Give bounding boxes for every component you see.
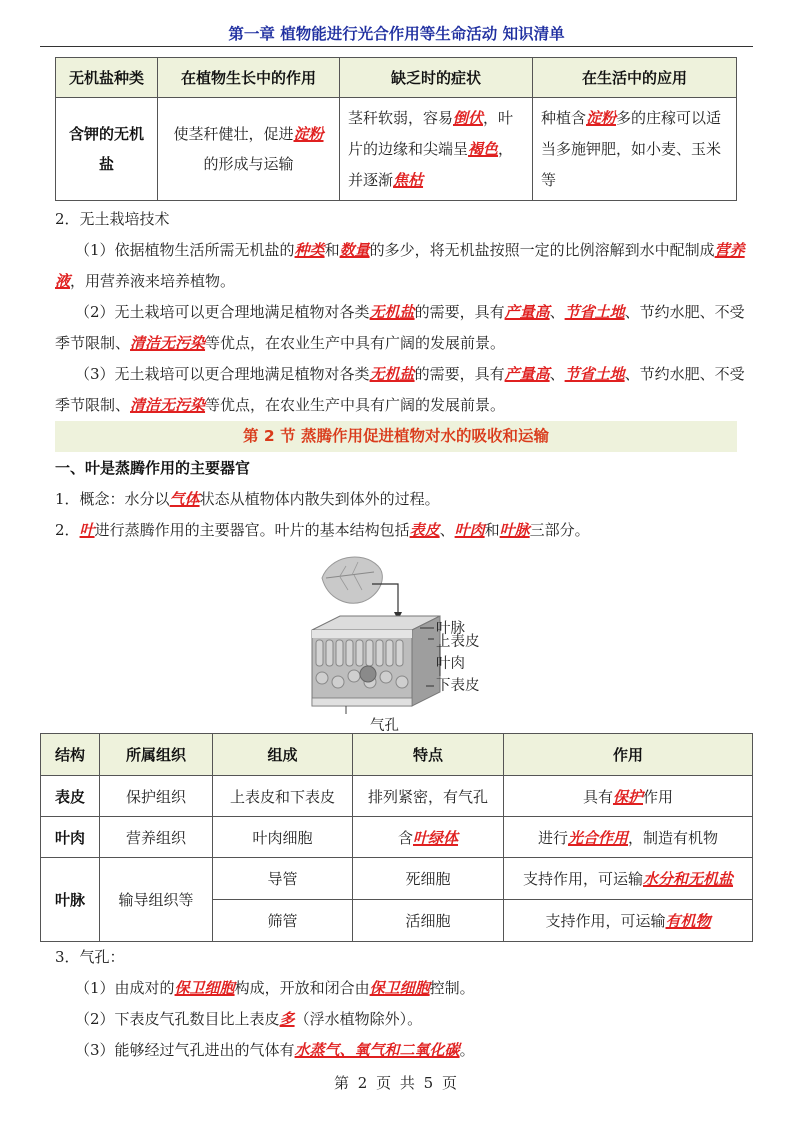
salt-type: 含钾的无机盐 [68,125,144,173]
c2-text-a: 2． [55,521,80,539]
r1-fn-kw: 保护 [612,787,643,806]
p2-kw-1: 无机盐 [369,303,415,321]
p1-kw-1: 种类 [294,241,325,259]
row-vessel-comp: 导管 [213,858,353,900]
r1-fn-a: 具有 [582,787,613,806]
p3-text-e: 等优点，在农业生产中具有广阔的发展前景。 [205,396,506,414]
concept-line [55,484,745,515]
c2-text-c: 、 [439,521,455,539]
s2-kw: 多 [279,1010,295,1028]
sym-text-2: ，叶片的边缘和尖端呈 [348,108,514,158]
s3-text-a: （3）能够经过气孔进出的气体有 [75,1041,295,1059]
row-sieve-comp: 筛管 [213,900,353,942]
row-vein-tissue: 输导组织等 [100,858,213,942]
c2-text-b: 进行蒸腾作用的主要器官。叶片的基本结构包括 [94,521,410,539]
leaf-line [55,515,745,546]
p1-text-c: 的多少，将无机盐按照一定的比例溶解到水中配制成 [369,241,715,259]
r4-fn-a: 支持作用，可运输 [545,912,666,930]
app-text-2: 多的庄稼可以适当多施钾肥，如小麦、玉米等 [541,108,722,189]
s1-kw-2: 保卫细胞 [369,979,430,997]
s2-text-b: （浮水植物除外）。 [294,1010,423,1028]
salt-type-cell [56,98,158,201]
col-header-symptom: 缺乏时的症状 [340,58,533,98]
p2-kw-3: 节省土地 [564,303,625,321]
r2-feat-kw: 叶绿体 [413,828,459,847]
p1-text-d: ，用营养液来培养植物。 [70,272,236,290]
c2-text-d: 和 [484,521,500,539]
p3-text-a: （3）无土栽培可以更合理地满足植物对各类 [75,365,370,383]
soilless-title: 2．无土栽培技术 [55,210,170,228]
r2-fn-a: 进行 [537,828,568,847]
row-epidermis-name: 表皮 [41,776,100,817]
p1-text-a: （1）依据植物生活所需无机盐的 [75,241,295,259]
page-header-title: 第一章 植物能进行光合作用等生命活动 知识清单 [228,25,565,43]
p3-text-c: 、 [549,365,565,383]
s1-text-a: （1）由成对的 [75,979,175,997]
p1-kw-3: 营养液 [55,241,745,290]
p3-kw-2: 产量高 [504,365,550,383]
mineral-salt-table [55,57,737,201]
role-cell [158,98,340,201]
row-vessel-function [504,858,753,900]
s1-text-b: 构成，开放和闭合由 [234,979,370,997]
c1-text-b: 状态从植物体内散失到体外的过程。 [199,490,440,508]
r2-fn-b: ，制造有机物 [628,828,719,847]
p2-text-d: 、节约水肥、不受季节限制、 [55,303,745,352]
soilless-para-1 [55,235,745,297]
label-mesophyll: 叶肉 [436,656,465,672]
p2-text-b: 的需要，具有 [414,303,505,321]
row-epidermis-function [504,776,753,817]
c2-kw-2: 表皮 [409,521,440,539]
r4-fn-kw: 有机物 [665,912,711,930]
stoma-line-2 [55,1004,745,1035]
row-mesophyll-feature [353,817,504,858]
sym-text-3: ，并逐渐 [348,139,514,189]
p3-text-d: 、节约水肥、不受季节限制、 [55,365,745,414]
row-mesophyll-comp: 叶肉细胞 [213,817,353,858]
p3-kw-3: 节省土地 [564,365,625,383]
sym-keyword-2: 褐色 [468,139,499,158]
p3-kw-4: 清洁无污染 [130,396,206,414]
c2-kw-3: 叶肉 [454,521,485,539]
label-vein: 叶脉 [436,621,465,637]
c1-text-a: 1．概念：水分以 [55,490,170,508]
c2-kw-4: 叶脉 [499,521,530,539]
row-epidermis-comp: 上表皮和下表皮 [213,776,353,817]
sym-keyword-3: 焦枯 [393,170,424,189]
s1-kw-1: 保卫细胞 [174,979,235,997]
s3-text-b: 。 [459,1041,475,1059]
row-epidermis-tissue: 保护组织 [100,776,213,817]
s3-kw: 水蒸气、氧气和二氧化碳 [294,1041,460,1059]
label-stoma: 气孔 [370,718,399,734]
row-vein-name: 叶脉 [41,858,100,942]
p1-text-b: 和 [324,241,340,259]
p3-text-b: 的需要，具有 [414,365,505,383]
col-header-application: 在生活中的应用 [533,58,737,98]
application-cell [533,98,737,201]
c2-kw-1: 叶 [79,521,95,539]
stoma-line-3 [55,1035,745,1066]
s2-text-a: （2）下表皮气孔数目比上表皮 [75,1010,280,1028]
role-text-end: 的形成与运输 [203,155,294,173]
header-divider [40,46,753,47]
app-text-1: 种植含 [541,108,587,127]
r3-fn-a: 支持作用，可运输 [522,870,643,888]
p2-kw-2: 产量高 [504,303,550,321]
sym-keyword-1: 倒伏 [453,108,484,127]
leaf-cross-section [312,616,440,714]
role-text: 使茎秆健壮，促进 [173,125,294,143]
t2-header-composition: 组成 [213,734,353,776]
soilless-para-2 [55,297,745,359]
t2-header-feature: 特点 [353,734,504,776]
r3-fn-kw: 水分和无机盐 [643,870,734,888]
p2-kw-4: 清洁无污染 [130,334,206,352]
t2-header-function: 作用 [504,734,753,776]
role-keyword: 淀粉 [293,125,324,143]
row-epidermis-feature: 排列紧密，有气孔 [353,776,504,817]
label-lower-epidermis: 下表皮 [436,678,480,694]
col-header-role: 在植物生长中的作用 [158,58,340,98]
r1-fn-b: 作用 [643,787,674,806]
row-vessel-feature: 死细胞 [353,858,504,900]
t2-header-structure: 结构 [41,734,100,776]
c1-kw: 气体 [169,490,200,508]
symptom-cell [340,98,533,201]
p2-text-e: 等优点，在农业生产中具有广阔的发展前景。 [205,334,506,352]
stoma-title: 3．气孔： [55,948,125,966]
p1-kw-2: 数量 [339,241,370,259]
row-mesophyll-tissue: 营养组织 [100,817,213,858]
r2-fn-kw: 光合作用 [567,828,628,847]
c2-text-e: 三部分。 [529,521,590,539]
row-mesophyll-function [504,817,753,858]
row-sieve-feature: 活细胞 [353,900,504,942]
label-upper-epidermis: 上表皮 [436,634,480,650]
row-mesophyll-name: 叶肉 [41,817,100,858]
p2-text-c: 、 [549,303,565,321]
sym-text-1: 茎秆软弱，容易 [348,108,454,127]
p2-text-a: （2）无土栽培可以更合理地满足植物对各类 [75,303,370,321]
r2-feat-a: 含 [397,828,413,847]
leaf-structure-table [40,733,753,942]
section-title: 第 2 节 蒸腾作用促进植物对水的吸收和运输 [55,421,737,452]
stoma-line-1 [55,973,745,1004]
soilless-para-3 [55,359,745,421]
app-keyword: 淀粉 [586,108,617,127]
leaf-icon [322,557,382,603]
page-footer: 第 2 页 共 5 页 [334,1074,459,1092]
p3-kw-1: 无机盐 [369,365,415,383]
col-header-type: 无机盐种类 [56,58,158,98]
s1-text-c: 控制。 [429,979,475,997]
t2-header-tissue: 所属组织 [100,734,213,776]
row-sieve-function [504,900,753,942]
part1-heading: 一、叶是蒸腾作用的主要器官 [55,459,251,477]
